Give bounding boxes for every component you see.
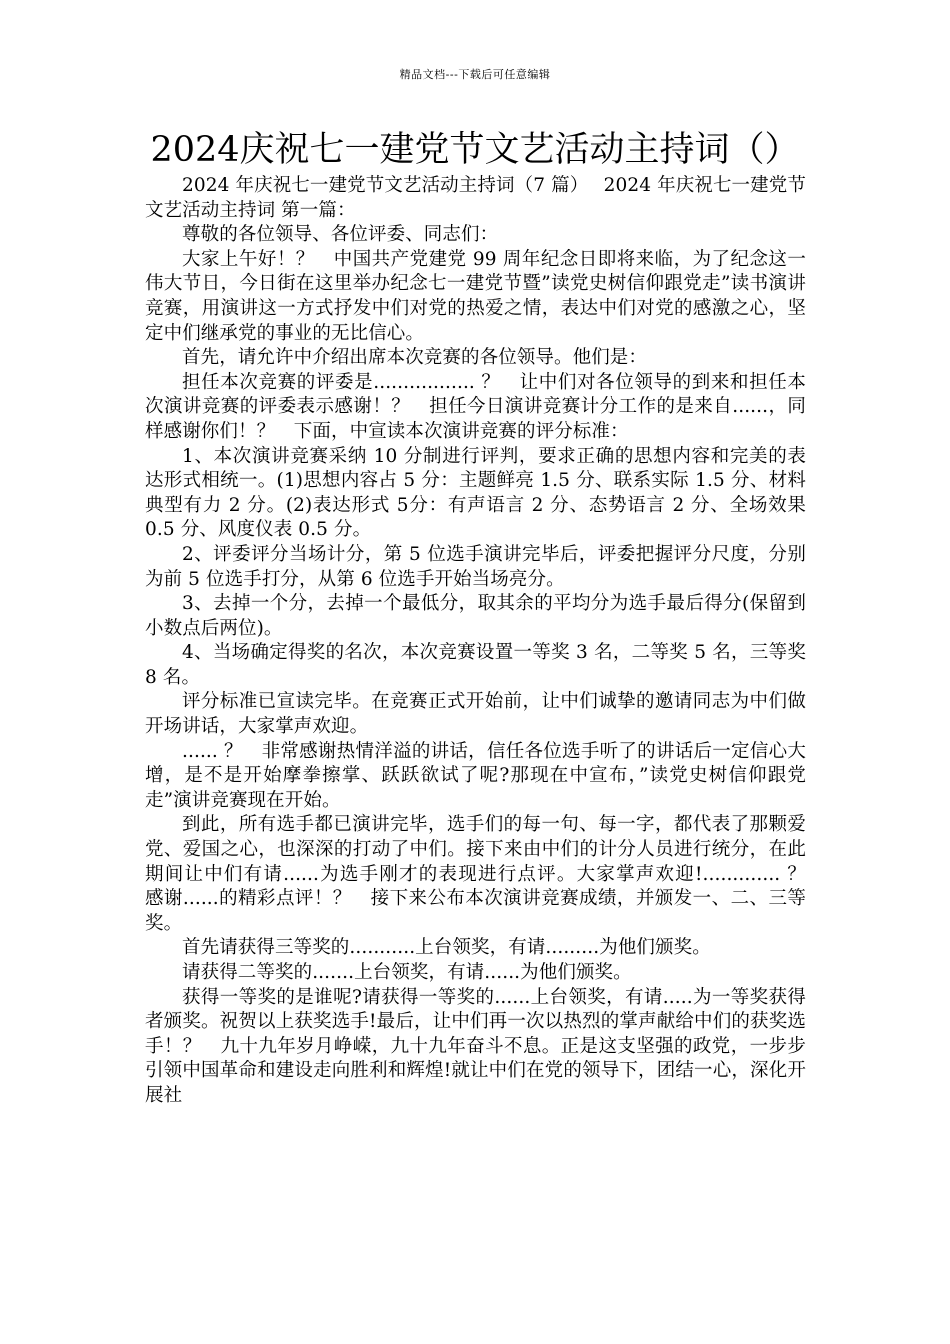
document-body [145,174,825,1109]
paragraph-second-prize: 请获得二等奖的.......上台领奖，有请......为他们颁奖。 [182,962,632,983]
paragraph-third-prize: 首先请获得三等奖的...........上台领奖，有请.........为他们颁奖。 [182,937,711,959]
paragraph-salutation: 尊敬的各位领导、各位评委、同志们： [182,224,499,246]
paragraph-first-prize: 获得一等奖的是谁呢?请获得一等奖的......上台领奖，有请.....为一等奖获得者颁奖。祝贺以上获奖选手!最后，让中们再一次以热烈的掌声献给中们的获奖选手！？ 九十九年岁月峥嵘，九十九年奋斗不息。正是这支坚强的政党，一步步引领中国革命和建设走向胜利和辉煌!就让中们在党的领导下，团结一心，深化开展社 [145,986,806,1106]
paragraph-intro: 2024 年庆祝七一建党节文艺活动主持词（7 篇） 2024 年庆祝七一建党节文艺活动主持词 第一篇： [145,175,806,221]
paragraph-competition-start: ...... ？ 非常感谢热情洋溢的讲话，信任各位选手听了的讲话后一定信心大增，是不是开始摩拳擦掌、跃跃欲试了呢?那现在中宣布，”读党史树信仰跟党走”演讲竞赛现在开始。 [145,740,806,811]
paragraph-rule-2: 2、评委评分当场计分，第 5 位选手演讲完毕后，评委把握评分尺度，分别为前 5 位选手打分，从第 6 位选手开始当场亮分。 [145,543,806,590]
header-note: 精品文档---下载后可任意编辑 [399,68,551,81]
paragraph-greeting: 大家上午好！？ 中国共产党建党 99 周年纪念日即将来临，为了纪念这一伟大节日，今日街在这里举办纪念七一建党节暨”读党史树信仰跟党走”读书演讲竞赛，用演讲这一方式抒发中们对党的热爱之情，表达中们对党的感激之心，坚定中们继承党的事业的无比信心。 [145,248,806,344]
paragraph-rule-4: 4、当场确定得奖的名次，本次竞赛设置一等奖 3 名，二等奖 5 名，三等奖 8 名。 [145,642,806,688]
paragraph-judges: 担任本次竞赛的评委是................. ？ 让中们对各位领导的到来和担任本次演讲竞赛的评委表示感谢！？ 担任今日演讲竞赛计分工作的是来自......，同样感谢你们！？ 下面，中宣读本次演讲竞赛的评分标准： [145,371,806,442]
paragraph-introduce-leaders: 首先，请允许中介绍出席本次竞赛的各位领导。他们是： [182,347,648,369]
paragraph-rule-3: 3、去掉一个分，去掉一个最低分，取其余的平均分为选手最后得分(保留到小数点后两位)。 [145,593,806,639]
paragraph-review: 到此，所有选手都已演讲完毕，选手们的每一句、每一字，都代表了那颗爱党、爱国之心，也深深的打动了中们。接下来由中们的计分人员进行统分，在此期间让中们有请......为选手刚才的表现进行点评。大家掌声欢迎!............. ？ 感谢......的精彩点评！？ 接下来公布本次演讲竞赛成绩，并颁发一、二、三等奖。 [145,814,825,934]
paragraph-rule-1: 1、本次演讲竞赛采纳 10 分制进行评判，要求正确的思想内容和完美的表达形式相统一。(1)思想内容占 5 分：主题鲜亮 1.5 分、联系实际 1.5 分、材料典型有力 2 分。(2)表达形式 5分：有声语言 2 分、态势语言 2 分、全场效果 0.5 分、风度仪表 0.5 分。 [145,445,806,541]
document-title: 2024庆祝七一建党节文艺活动主持词（） [150,130,800,170]
paragraph-opening-speech: 评分标准已宣读完毕。在竞赛正式开始前，让中们诚挚的邀请同志为中们做开场讲话，大家掌声欢迎。 [145,691,806,738]
